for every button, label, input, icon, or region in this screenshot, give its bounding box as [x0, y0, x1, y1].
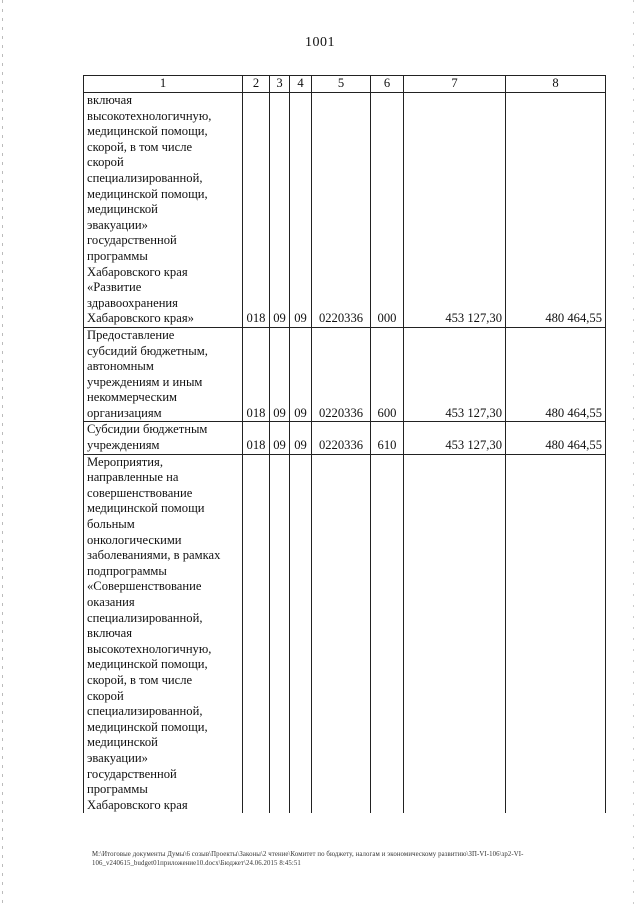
footer-path-line-1: M:\Итоговые документы Думы\6 созыв\Проекты\Законы\2 чтение\Комитет по бюджету, налогам и экономическому развитию\ЗП-VI-106\зр2-VI-	[92, 851, 524, 858]
description-line: скорой	[87, 155, 124, 170]
description-line: медицинской помощи,	[87, 657, 208, 672]
ministry-code-cell: 018	[243, 422, 270, 454]
description-line: учреждениям и иным	[87, 374, 203, 389]
budget-table	[83, 75, 606, 813]
row-description	[84, 422, 243, 454]
description-line: заболеваниями, в рамках	[87, 548, 221, 563]
amount-year-2-cell	[506, 454, 606, 813]
subsection-code-cell: 09	[290, 327, 312, 422]
amount-year-2-cell: 480 464,55	[506, 422, 606, 454]
description-line: скорой	[87, 688, 124, 703]
description-line: совершенствование	[87, 485, 193, 500]
expense-type-cell	[371, 454, 404, 813]
description-line: медицинской	[87, 735, 158, 750]
table-row	[84, 93, 606, 328]
target-article-cell: 0220336	[312, 422, 371, 454]
description-line: Хабаровского края	[87, 264, 188, 279]
description-line: специализированной,	[87, 704, 203, 719]
section-code-cell: 09	[270, 422, 290, 454]
description-line: субсидий бюджетным,	[87, 343, 208, 358]
description-line: организациям	[87, 405, 162, 420]
header-col-3: 3	[270, 76, 290, 93]
table-row	[84, 422, 606, 454]
description-line: скорой, в том числе	[87, 139, 193, 154]
row-description	[84, 327, 243, 422]
description-line: специализированной,	[87, 610, 203, 625]
description-line: некоммерческим	[87, 390, 178, 405]
expense-type-cell: 610	[371, 422, 404, 454]
scan-edge-right	[633, 0, 634, 905]
table-header-row	[84, 76, 606, 93]
ministry-code-cell: 018	[243, 93, 270, 328]
description-line: медицинской помощи	[87, 501, 205, 516]
amount-year-1-cell: 453 127,30	[404, 327, 506, 422]
description-line: Субсидии бюджетным	[87, 422, 208, 437]
description-line: программы	[87, 248, 148, 263]
description-line: онкологическими	[87, 532, 182, 547]
header-col-8: 8	[506, 76, 606, 93]
amount-year-1-cell: 453 127,30	[404, 422, 506, 454]
ministry-code-cell: 018	[243, 327, 270, 422]
description-line: направленные на	[87, 470, 179, 485]
amount-year-2-cell: 480 464,55	[506, 327, 606, 422]
header-col-1: 1	[84, 76, 243, 93]
row-description	[84, 454, 243, 813]
description-line: программы	[87, 782, 148, 797]
table-body	[84, 93, 606, 814]
header-col-6: 6	[371, 76, 404, 93]
section-code-cell	[270, 454, 290, 813]
ministry-code-cell	[243, 454, 270, 813]
section-code-cell: 09	[270, 93, 290, 328]
subsection-code-cell: 09	[290, 93, 312, 328]
description-line: Мероприятия,	[87, 454, 163, 469]
description-line: здравоохранения	[87, 295, 178, 310]
table-row	[84, 454, 606, 813]
description-line: медицинской помощи,	[87, 186, 208, 201]
description-line: включая	[87, 626, 132, 641]
description-line: медицинской	[87, 202, 158, 217]
header-col-7: 7	[404, 76, 506, 93]
description-line: автономным	[87, 359, 154, 374]
subsection-code-cell: 09	[290, 422, 312, 454]
description-line: «Развитие	[87, 280, 142, 295]
description-line: специализированной,	[87, 170, 203, 185]
description-line: высокотехнологичную,	[87, 108, 212, 123]
description-line: государственной	[87, 766, 177, 781]
description-line: Хабаровского края»	[87, 311, 194, 326]
amount-year-1-cell	[404, 454, 506, 813]
description-line: государственной	[87, 233, 177, 248]
target-article-cell: 0220336	[312, 93, 371, 328]
description-line: включая	[87, 93, 132, 107]
header-col-4: 4	[290, 76, 312, 93]
file-path-footer	[92, 850, 612, 868]
description-line: «Совершенствование	[87, 579, 202, 594]
description-line: скорой, в том числе	[87, 672, 193, 687]
amount-year-1-cell: 453 127,30	[404, 93, 506, 328]
description-line: подпрограммы	[87, 563, 167, 578]
scan-edge-left	[2, 0, 3, 905]
amount-year-2-cell: 480 464,55	[506, 93, 606, 328]
description-line: высокотехнологичную,	[87, 641, 212, 656]
description-line: медицинской помощи,	[87, 719, 208, 734]
target-article-cell	[312, 454, 371, 813]
target-article-cell: 0220336	[312, 327, 371, 422]
description-line: Предоставление	[87, 327, 175, 342]
header-col-5: 5	[312, 76, 371, 93]
description-line: оказания	[87, 595, 135, 609]
description-line: эвакуации»	[87, 750, 148, 765]
footer-path-line-2: 106_v240615_budget01приложение10.docx\Бюджет\24.06.2015 8:45:51	[92, 860, 301, 867]
subsection-code-cell	[290, 454, 312, 813]
description-line: медицинской помощи,	[87, 124, 208, 139]
description-line: учреждениям	[87, 438, 160, 453]
section-code-cell: 09	[270, 327, 290, 422]
expense-type-cell: 600	[371, 327, 404, 422]
description-line: больным	[87, 517, 135, 532]
description-line: эвакуации»	[87, 217, 148, 232]
header-col-2: 2	[243, 76, 270, 93]
expense-type-cell: 000	[371, 93, 404, 328]
table-row	[84, 327, 606, 422]
description-line: Хабаровского края	[87, 797, 188, 812]
row-description	[84, 93, 243, 328]
page-number: 1001	[305, 35, 335, 50]
